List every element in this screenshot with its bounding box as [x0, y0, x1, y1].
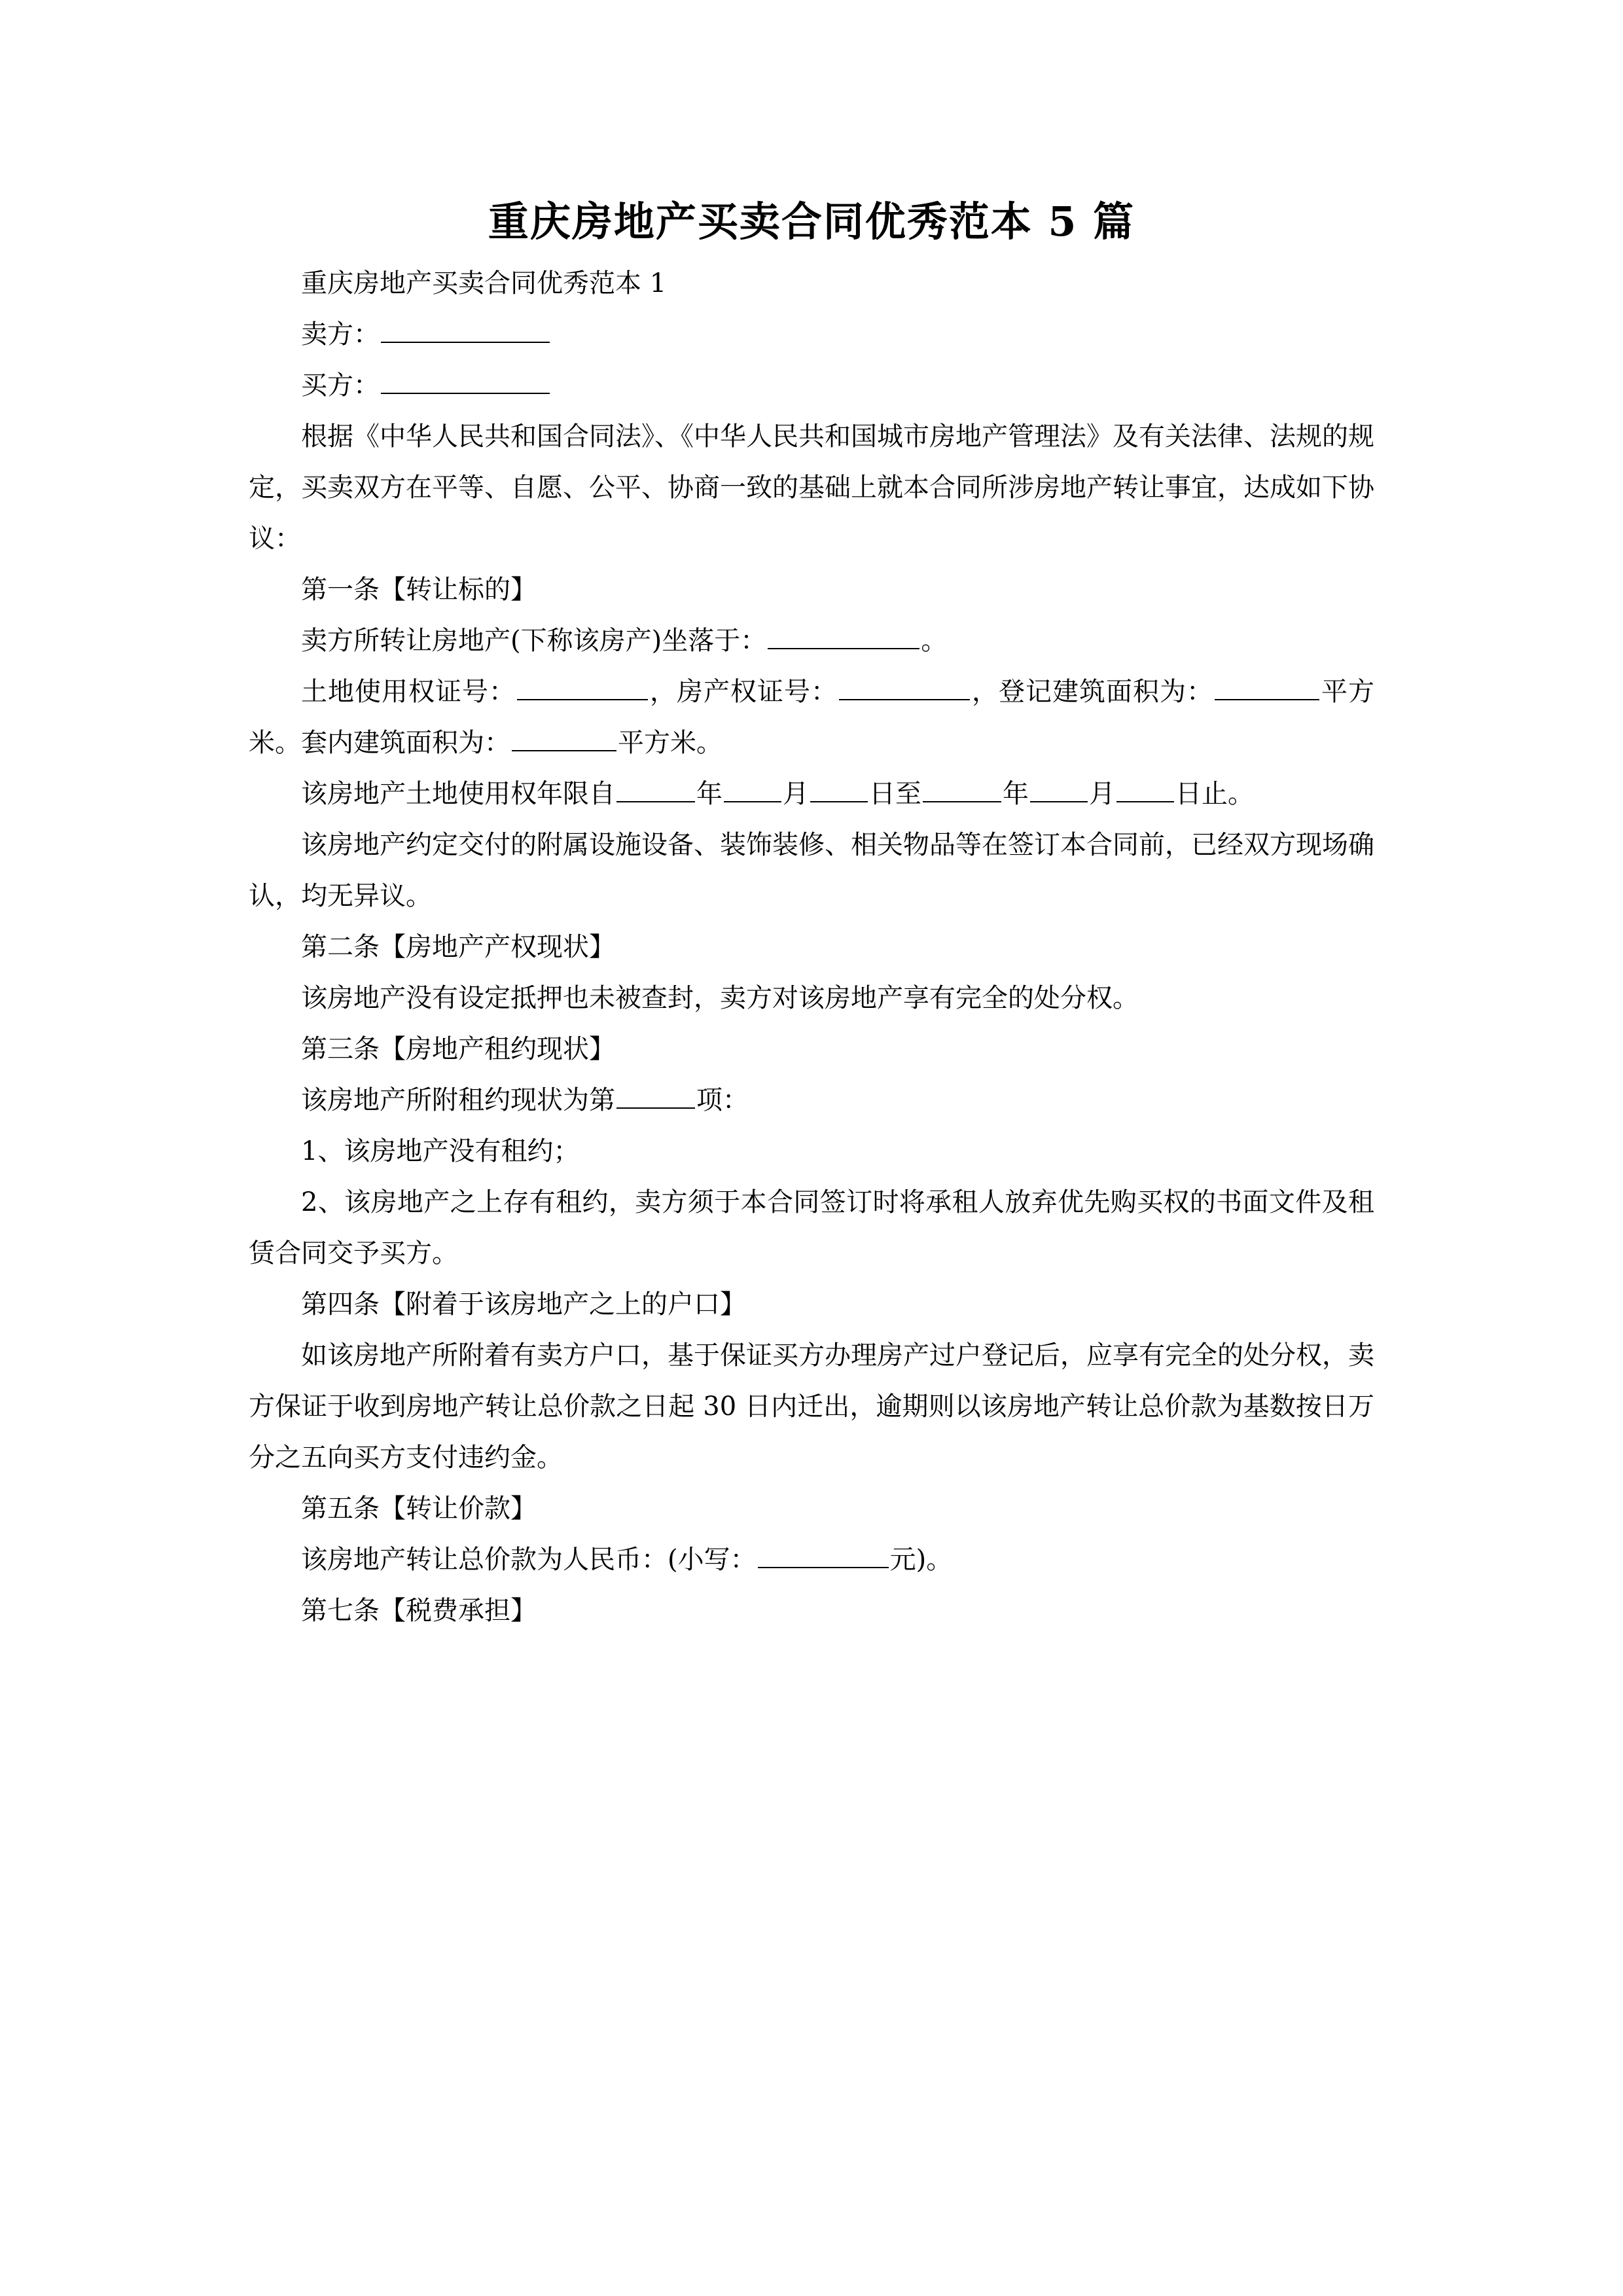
land-use-term-text: 该房地产土地使用权年限自	[301, 778, 615, 809]
document-body	[249, 258, 1374, 1636]
lease-status-select-blank[interactable]	[616, 1081, 695, 1109]
article-heading-article-1: 第一条【转让标的】	[301, 574, 537, 605]
article-heading-article-7: 第七条【税费承担】	[301, 1595, 537, 1626]
document-subtitle: 重庆房地产买卖合同优秀范本 1	[301, 268, 667, 298]
location-blank[interactable]	[768, 622, 919, 649]
paragraph-lease-option-1	[249, 1126, 1374, 1177]
certificates-area-text: 土地使用权证号：	[301, 676, 516, 707]
seller-name-blank[interactable]	[381, 315, 550, 343]
land-use-term-text: 月	[783, 778, 809, 809]
certificates-area-blank[interactable]	[512, 724, 616, 751]
certificates-area-blank[interactable]	[517, 673, 648, 700]
total-price-blank[interactable]	[758, 1541, 889, 1568]
seller-line	[249, 309, 1374, 360]
paragraph-certificates-area	[249, 666, 1374, 768]
land-use-term-text: 日至	[869, 778, 921, 809]
paragraph-land-use-term	[249, 768, 1374, 819]
land-use-term-blank[interactable]	[810, 775, 868, 802]
page-title: 重庆房地产买卖合同优秀范本 5 篇	[488, 198, 1135, 245]
article-heading-article-4: 第四条【附着于该房地产之上的户口】	[301, 1289, 746, 1319]
articles-container	[249, 564, 1374, 1636]
land-use-term-blank[interactable]	[1030, 775, 1088, 802]
article-heading-article-2: 第二条【房地产产权现状】	[301, 931, 615, 962]
land-use-term-blank[interactable]	[724, 775, 781, 802]
land-use-term-text: 年	[1003, 778, 1029, 809]
land-use-term-blank[interactable]	[923, 775, 1001, 802]
paragraph-ownership-status	[249, 973, 1374, 1024]
seller-label: 卖方：	[301, 319, 380, 350]
paragraph-household-registration	[249, 1330, 1374, 1483]
buyer-label: 买方：	[301, 370, 380, 401]
certificates-area-blank[interactable]	[839, 673, 970, 700]
total-price-text: 元)。	[889, 1544, 953, 1575]
location-text: 卖方所转让房地产(下称该房产)坐落于：	[301, 625, 767, 656]
paragraph-fixtures-confirmed	[249, 819, 1374, 922]
lease-option-1-text: 1、该房地产没有租约；	[301, 1136, 580, 1166]
paragraph-lease-status-select	[249, 1075, 1374, 1126]
certificates-area-text: 平方米。	[618, 727, 722, 758]
preamble-paragraph: 根据《中华人民共和国合同法》、《中华人民共和国城市房地产管理法》及有关法律、法规的规定，买卖双方在平等、自愿、公平、协商一致的基础上就本合同所涉房地产转让事宜，达成如下协议：	[249, 421, 1374, 554]
land-use-term-text: 年	[696, 778, 722, 809]
paragraph-total-price	[249, 1534, 1374, 1585]
paragraph-lease-option-2	[249, 1177, 1374, 1279]
article-heading-article-3: 第三条【房地产租约现状】	[301, 1033, 615, 1064]
land-use-term-text: 月	[1089, 778, 1115, 809]
lease-status-select-text: 项：	[696, 1085, 749, 1115]
buyer-line	[249, 360, 1374, 411]
fixtures-confirmed-text: 该房地产约定交付的附属设施设备、装饰装修、相关物品等在签订本合同前，已经双方现场确认，均无异议。	[249, 829, 1374, 911]
certificates-area-text: 平方米。套内建筑面积为：	[249, 676, 1374, 758]
certificates-area-blank[interactable]	[1215, 673, 1319, 700]
land-use-term-text: 日止。	[1175, 778, 1254, 809]
ownership-status-text: 该房地产没有设定抵押也未被查封，卖方对该房地产享有完全的处分权。	[301, 982, 1139, 1013]
buyer-name-blank[interactable]	[381, 367, 550, 394]
total-price-text: 该房地产转让总价款为人民币：(小写：	[301, 1544, 757, 1575]
household-registration-text: 如该房地产所附着有卖方户口，基于保证买方办理房产过户登记后，应享有完全的处分权，卖方保证于收到房地产转让总价款之日起 30 日内迁出，逾期则以该房地产转让总价款为基数按日万分之五向买方支付违约金。	[249, 1340, 1374, 1473]
lease-option-2-text: 2、该房地产之上存有租约，卖方须于本合同签订时将承租人放弃优先购买权的书面文件及租赁合同交予买方。	[249, 1187, 1374, 1268]
paragraph-location	[249, 615, 1374, 666]
land-use-term-blank[interactable]	[1116, 775, 1174, 802]
certificates-area-text: ，登记建筑面积为：	[971, 676, 1213, 707]
certificates-area-text: ，房产权证号：	[649, 676, 838, 707]
land-use-term-blank[interactable]	[616, 775, 695, 802]
article-heading-article-5: 第五条【转让价款】	[301, 1493, 537, 1524]
location-text: 。	[921, 625, 948, 656]
lease-status-select-text: 该房地产所附租约现状为第	[301, 1085, 615, 1115]
